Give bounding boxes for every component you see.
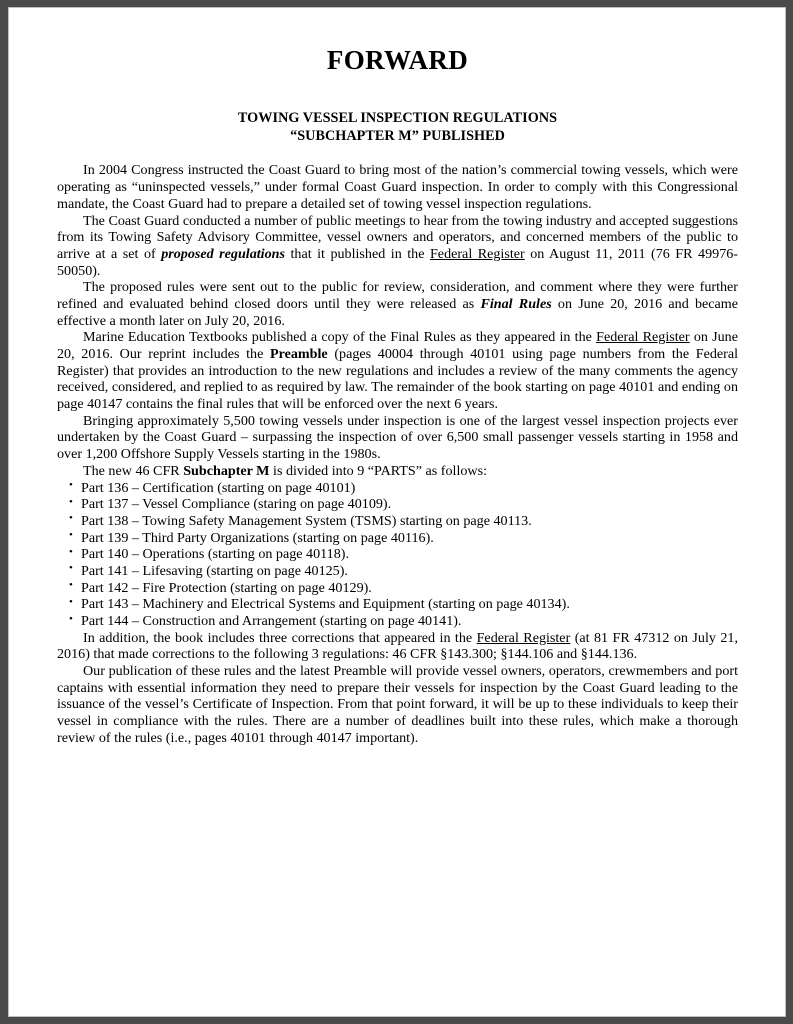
paragraph-corrections — [57, 630, 738, 663]
list-item: • Part 144 – Construction and Arrangement (starting on page 40141). — [57, 613, 738, 630]
paragraph-text-part-1: In addition, the book includes three corrections that appeared in the — [83, 629, 477, 646]
document-subtitle — [57, 76, 738, 146]
paragraph-text-part-1: The Coast Guard conducted a number of public meetings to hear from the towing industry and accepted suggestions from its Towing Safety Advisory Committee, vessel owners and operators, and concerned members of the public to arrive at a set of — [57, 212, 738, 262]
paragraph-text: Our publication of these rules and the latest Preamble will provide vessel owners, operators, crewmembers and port captains with essential information they need to prepare their vessels for inspection by the Coast Guard leading to the issuance of the vessel’s Certificate of Inspection. From that point forward, it will be up to these individuals to keep their vessel in compliance with the rules. There are a number of deadlines built into these rules, which make a thorough review of the rules (i.e., pages 40101 through 40147 important). — [57, 663, 738, 746]
page-content — [57, 8, 738, 747]
paragraph-text-part-1: The proposed rules were sent out to the public for review, consideration, and comment where they were further refined and evaluated behind closed doors until they were released as — [57, 279, 738, 312]
reference-federal-register: Federal Register — [476, 629, 571, 646]
list-item: • Part 141 – Lifesaving (starting on page 40125). — [57, 563, 738, 580]
paragraph-text-part-3: on August 11, 2011 (76 FR 49976-50050). — [57, 245, 738, 279]
paragraph-text-part-2: on June 20, 2016 and became effective a month later on July 20, 2016. — [57, 295, 738, 329]
paragraph-text-part-2: is divided into 9 “PARTS” as follows: — [269, 462, 487, 479]
list-item: • Part 136 – Certification (starting on page 40101) — [57, 480, 738, 497]
emphasis-preamble: Preamble — [270, 346, 328, 363]
paragraph-bringing-vessels — [57, 413, 738, 463]
paragraph-text-part-3: (pages 40004 through 40101 using page numbers from the Federal Register) that provides an introduction to the new regulations and includes a review of the many comments the agency received, considered, and replied to as required by law. The remainder of the book starting on page 40101 and ending on page 40147 contains the final rules that will be enforced over the next 6 years. — [57, 346, 739, 413]
list-item: • Part 142 – Fire Protection (starting on page 40129). — [57, 580, 738, 597]
emphasis-subchapter-m: Subchapter M — [183, 462, 270, 479]
paragraph-text-part-1: Marine Education Textbooks published a copy of the Final Rules as they appeared in the — [83, 329, 597, 346]
list-item: • Part 139 – Third Party Organizations (starting on page 40116). — [57, 530, 738, 547]
list-item: • Part 143 – Machinery and Electrical Systems and Equipment (starting on page 40134). — [57, 596, 738, 613]
document-body — [57, 145, 738, 746]
list-item: • Part 137 – Vessel Compliance (staring on page 40109). — [57, 496, 738, 513]
paragraph-text-part-2: that it published in the — [284, 245, 430, 262]
list-item: • Part 138 – Towing Safety Management System (TSMS) starting on page 40113. — [57, 513, 738, 530]
subtitle-line-2: “SUBCHAPTER M” PUBLISHED — [290, 127, 505, 144]
paragraph-proposed-rules — [57, 279, 738, 329]
paragraph-text-part-2: (at 81 FR 47312 on July 21, 2016) that made corrections to the following 3 regulations: 46 CFR §143.300; §144.106 and §144.136. — [57, 629, 738, 663]
paragraph-text-part-2: on June 20, 2016. Our reprint includes the — [57, 329, 738, 363]
paragraph-publication-summary — [57, 663, 738, 746]
paragraph-text: Bringing approximately 5,500 towing vessels under inspection is one of the largest vessel inspection projects ever undertaken by the Coast Guard – surpassing the inspection of over 6,500 small passenger vessels starting in 1958 and over 1,200 Offshore Supply Vessels starting in the 1980s. — [57, 412, 738, 463]
reference-federal-register: Federal Register — [596, 329, 690, 346]
emphasis-final-rules: Final Rules — [480, 295, 552, 312]
paragraph-text-part-1: The new 46 CFR — [83, 462, 184, 479]
paragraph-congress-2004 — [57, 162, 738, 212]
document-page — [8, 7, 786, 1017]
paragraph-subchapter-m-intro — [57, 463, 738, 480]
parts-list — [57, 480, 738, 630]
page-title: FORWARD — [326, 45, 469, 75]
reference-federal-register: Federal Register — [429, 245, 525, 262]
paragraph-public-meetings — [57, 213, 738, 280]
list-item: • Part 140 – Operations (starting on page 40118). — [57, 546, 738, 563]
paragraph-marine-education-textbooks — [57, 329, 738, 412]
emphasis-proposed-regulations: proposed regulations — [161, 245, 285, 262]
paragraph-text: In 2004 Congress instructed the Coast Guard to bring most of the nation’s commercial towing vessels, which were operating as “uninspected vessels,” under formal Coast Guard inspection. In order to comply with this Congressional mandate, the Coast Guard had to prepare a detailed set of towing vessel inspection regulations. — [57, 162, 738, 212]
subtitle-line-1: TOWING VESSEL INSPECTION REGULATIONS — [237, 109, 558, 126]
